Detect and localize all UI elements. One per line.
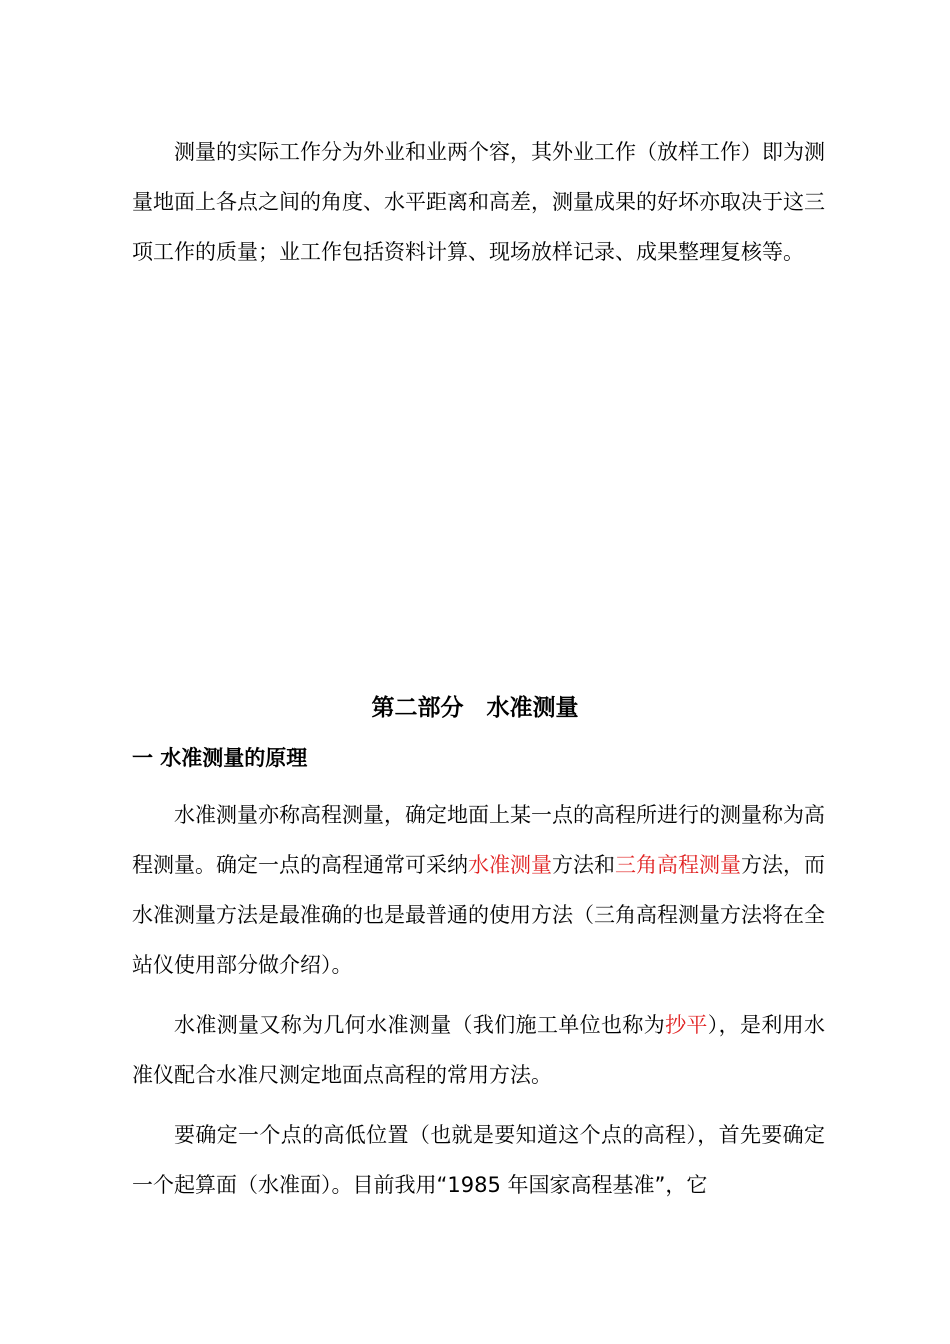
paragraph-text: 水准测量亦称高程测量，确定地面上某一点的高程所进行的测量称为高程测量。确定一点的高程通常可采纳 (132, 803, 825, 877)
intro-paragraph (132, 127, 825, 277)
paragraph-text: 要确定一个点的高低位置（也就是要知道这个点的高程），首先要确定一个起算面（水准面）。目前我用“1985 年国家高程基准”，它 (132, 1123, 825, 1197)
paragraph-text: ），是利用水准仪配合水准尺测定地面点高程的常用方法。 (132, 1013, 826, 1087)
paragraph-leveling-intro (132, 790, 825, 990)
section-title: 第二部分 水准测量 (371, 695, 579, 721)
paragraph-text: 水准测量又称为几何水准测量（我们施工单位也称为 (174, 1013, 666, 1037)
paragraph-text: 方法，而水准测量方法是最准确的也是最普通的使用方法（三角高程测量方法将在全站仪使用部分做介绍）。 (132, 853, 825, 977)
highlight-term: 抄平 (665, 1013, 708, 1037)
highlight-term: 三角高程测量 (615, 853, 741, 877)
intro-text: 测量的实际工作分为外业和业两个容，其外业工作（放样工作）即为测量地面上各点之间的角度、水平距离和高差，测量成果的好坏亦取决于这三项工作的质量；业工作包括资料计算、现场放样记录、成果整理复核等。 (132, 140, 825, 264)
paragraph-datum (132, 1110, 825, 1210)
paragraph-geometric-leveling (132, 1000, 825, 1100)
highlight-term: 水准测量 (468, 853, 552, 877)
paragraph-text: 方法和 (552, 853, 615, 877)
subheading: 一 水准测量的原理 (132, 746, 308, 770)
